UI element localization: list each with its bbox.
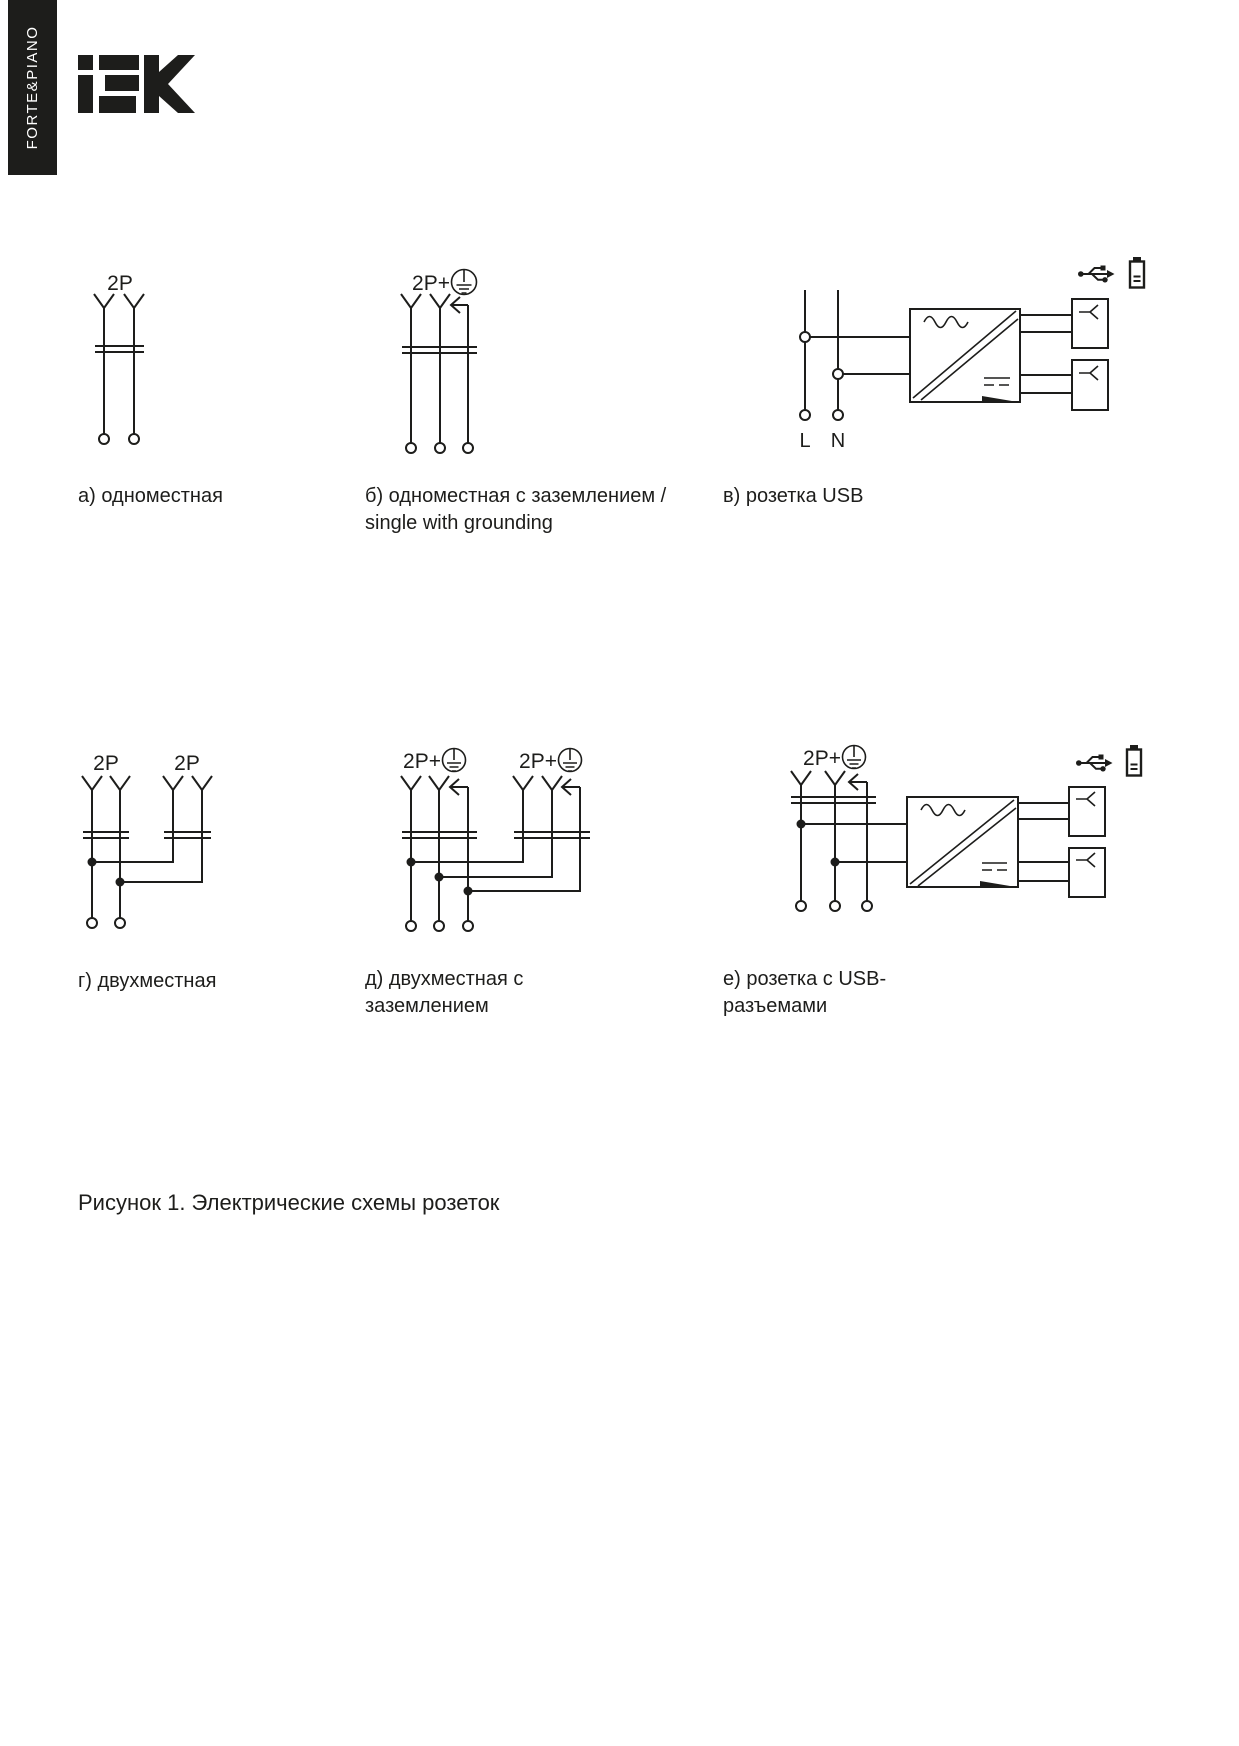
pole-label: 2P+ [803,747,841,770]
socket-bar [95,346,144,352]
wire [92,790,173,862]
contact-fork-icon [192,776,212,790]
pole-label: 2P+ [403,750,441,773]
ac-dc-converter-box [907,797,1018,887]
terminal [463,921,473,931]
contact-fork-icon [401,294,421,308]
contact-fork-icon [430,294,450,308]
socket-bar [164,832,211,838]
terminal [833,410,843,420]
terminal [463,443,473,453]
usb-contact-icon [1079,305,1098,319]
ac-wave-icon [924,317,968,328]
usb-port-box [1069,848,1105,897]
pole-label: 2P+ [412,272,450,295]
contact-fork-icon [94,294,114,308]
schematic-single-socket [60,265,180,455]
battery-icon [1130,257,1144,288]
junction-dot [88,858,97,867]
pole-label: 2P [174,752,200,775]
pole-label: 2P [107,272,133,295]
earth-contact-arrow-icon [562,779,580,795]
ac-dc-converter-box [910,309,1020,402]
contact-fork-icon [110,776,130,790]
iek-logo-glyphs [78,55,195,113]
caption-e-line2: разъемами [723,995,828,1017]
terminal [435,443,445,453]
junction [800,332,810,342]
junction-dot [116,878,125,887]
usb-contact-icon [1076,792,1095,806]
contact-fork-icon [124,294,144,308]
neutral-label: N [830,430,846,452]
terminal [830,901,840,911]
output-wires [1020,315,1072,393]
figure-caption: Рисунок 1. Электрические схемы розеток [78,1190,500,1215]
contact-fork-icon [791,771,811,785]
wire [120,790,202,882]
wire [439,790,552,877]
junction [833,369,843,379]
contact-fork-icon [825,771,845,785]
iek-logo [78,55,196,113]
caption-e [723,966,886,1020]
schematic-usb-socket [700,230,1170,460]
schematic-double-socket [60,745,220,935]
caption-b-line1: б) одноместная с заземлением / [365,485,667,507]
usb-trident-icon [1076,755,1113,772]
pole-label: 2P+ [519,750,557,773]
protective-earth-icon [559,749,582,772]
contact-fork-icon [82,776,102,790]
usb-port-box [1072,360,1108,410]
usb-contact-icon [1079,366,1098,380]
usb-port-box [1072,299,1108,348]
terminal [406,443,416,453]
terminal [796,901,806,911]
earth-contact-arrow-icon [451,297,468,313]
junction-dot [831,858,840,867]
contact-fork-icon [429,776,449,790]
terminal [99,434,109,444]
terminal [862,901,872,911]
caption-a: а) одноместная [78,485,223,507]
battery-icon [1127,745,1141,776]
earth-contact-arrow-icon [849,774,867,790]
socket-bar [83,832,129,838]
pole-label: 2P [93,752,119,775]
caption-d [365,966,523,1020]
protective-earth-icon [443,749,466,772]
socket-bar [791,797,876,803]
schematic-socket-with-usb [700,735,1170,920]
converter-diagonal [913,311,1018,400]
output-wires [1018,803,1069,881]
contact-fork-icon [542,776,562,790]
terminal [115,918,125,928]
caption-e-line1: е) розетка с USB- [723,968,887,990]
earth-contact-arrow-icon [450,779,468,795]
terminal [434,921,444,931]
junction-dot [435,873,444,882]
contact-fork-icon [163,776,183,790]
caption-d-line1: д) двухместная с [365,968,524,990]
caption-b [365,483,666,537]
ac-wave-icon [921,805,965,816]
brand-text: FORTE&PIANO [24,25,41,150]
schematic-double-socket-grounded [360,740,610,935]
terminal [406,921,416,931]
contact-fork-icon [401,776,421,790]
terminal [129,434,139,444]
schematic-single-socket-grounded [365,260,515,460]
usb-trident-icon [1078,266,1115,283]
junction-dot [797,820,806,829]
caption-c: в) розетка USB [723,485,864,507]
protective-earth-icon [843,746,866,769]
flow-arrow-icon [982,396,1018,402]
brand-sidebar [8,0,57,175]
junction-dot [407,858,416,867]
usb-port-box [1069,787,1105,836]
caption-b-line2: single with grounding [365,512,553,534]
line-label: L [799,430,811,452]
junction-dot [464,887,473,896]
caption-d-line2: заземлением [365,995,489,1017]
caption-g: г) двухместная [78,970,217,992]
terminal [800,410,810,420]
usb-contact-icon [1076,853,1095,867]
protective-earth-icon [452,270,477,295]
contact-fork-icon [513,776,533,790]
terminal [87,918,97,928]
